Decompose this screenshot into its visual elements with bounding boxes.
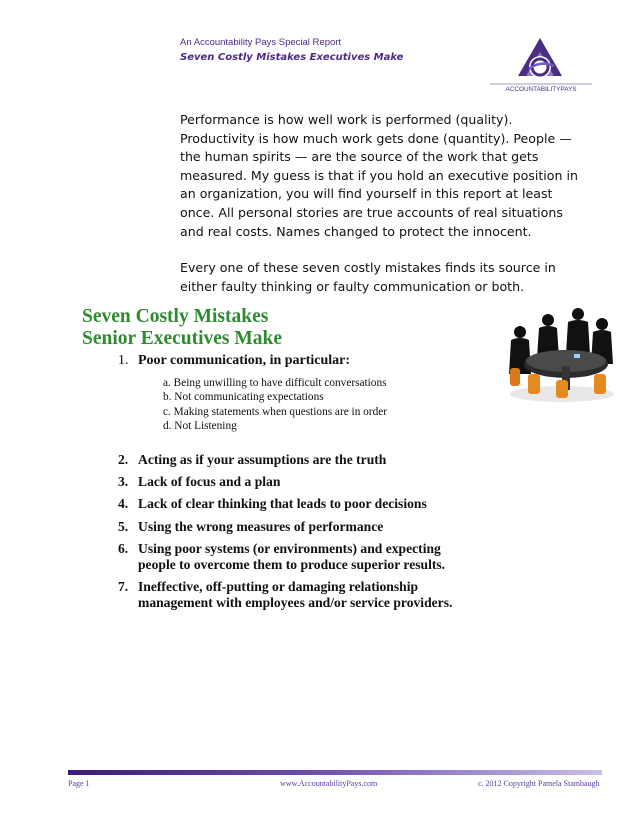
mistake-number: 2. (118, 452, 129, 467)
section-title (82, 306, 282, 350)
mistake-text: Using the wrong measures of performance (138, 518, 384, 534)
sub-item: d. Not Listening (163, 420, 237, 433)
mistake-text: Lack of focus and a plan (138, 474, 281, 490)
mistake-1-sub-list (163, 376, 387, 434)
intro-paragraph-1: Performance is how well work is performed (quality). Productivity is how much work gets done (quantity). People — the human spirits — are the source of the work that gets measured. My guess is that if you hold an executive position in an organization, you will find yourself in this report at least once. All personal stories are true accounts of real situations and real costs. Names changed to protect the innocent. (180, 112, 578, 239)
mistake-text: Acting as if your assumptions are the truth (138, 452, 387, 467)
mistake-item-4 (118, 496, 478, 512)
mistake-item-1 (118, 353, 350, 369)
mistake-number: 7. (118, 579, 129, 595)
mistake-item-2 (118, 452, 478, 468)
mistake-number: 1. (118, 353, 129, 368)
meeting-table-icon (498, 302, 620, 408)
mistake-item-5 (118, 519, 478, 535)
sub-item: a. Being unwilling to have difficult conversations (163, 377, 387, 389)
mistake-number: 6. (118, 540, 129, 556)
mistake-item-3 (118, 474, 478, 490)
footer-page-number: Page 1 (68, 779, 90, 788)
report-title: Seven Costly Mistakes Executives Make (180, 52, 404, 63)
intro-text (180, 111, 580, 296)
executive-meeting-illustration (498, 302, 620, 408)
section-title-line-2: Senior Executives Make (82, 328, 283, 349)
mistakes-list (118, 452, 478, 618)
footer-divider (68, 770, 602, 775)
mistake-text: Ineffective, off-putting or damaging relationship management with employees and/or service providers. (138, 579, 453, 611)
intro-paragraph-2: Every one of these seven costly mistakes finds its source in either faulty thinking or faulty communication or both. (180, 260, 556, 294)
mistake-number: 3. (118, 474, 129, 490)
accountability-pays-logo (488, 36, 594, 94)
mistake-number: 4. (118, 496, 129, 512)
section-title-line-1: Seven Costly Mistakes (82, 306, 269, 327)
mistake-text: Using poor systems (or environments) and expecting people to overcome them to produce superior results. (138, 540, 446, 573)
logo-mark-icon (488, 36, 594, 94)
mistake-item-7 (118, 579, 478, 611)
sub-item: c. Making statements when questions are in order (163, 405, 387, 418)
report-label: An Accountability Pays Special Report (180, 37, 342, 48)
logo-text: ACCOUNTABILITYPAYS (505, 86, 577, 93)
mistake-text: Poor communication, in particular: (138, 353, 351, 368)
footer-copyright: c. 2012 Copyright Pamela Stambaugh (478, 779, 600, 788)
mistake-number: 5. (118, 518, 129, 534)
mistake-text: Lack of clear thinking that leads to poor decisions (138, 496, 427, 512)
sub-item: b. Not communicating expectations (163, 391, 324, 404)
mistake-item-6 (118, 541, 478, 573)
footer-website-link[interactable]: www.AccountabilityPays.com (280, 779, 378, 788)
